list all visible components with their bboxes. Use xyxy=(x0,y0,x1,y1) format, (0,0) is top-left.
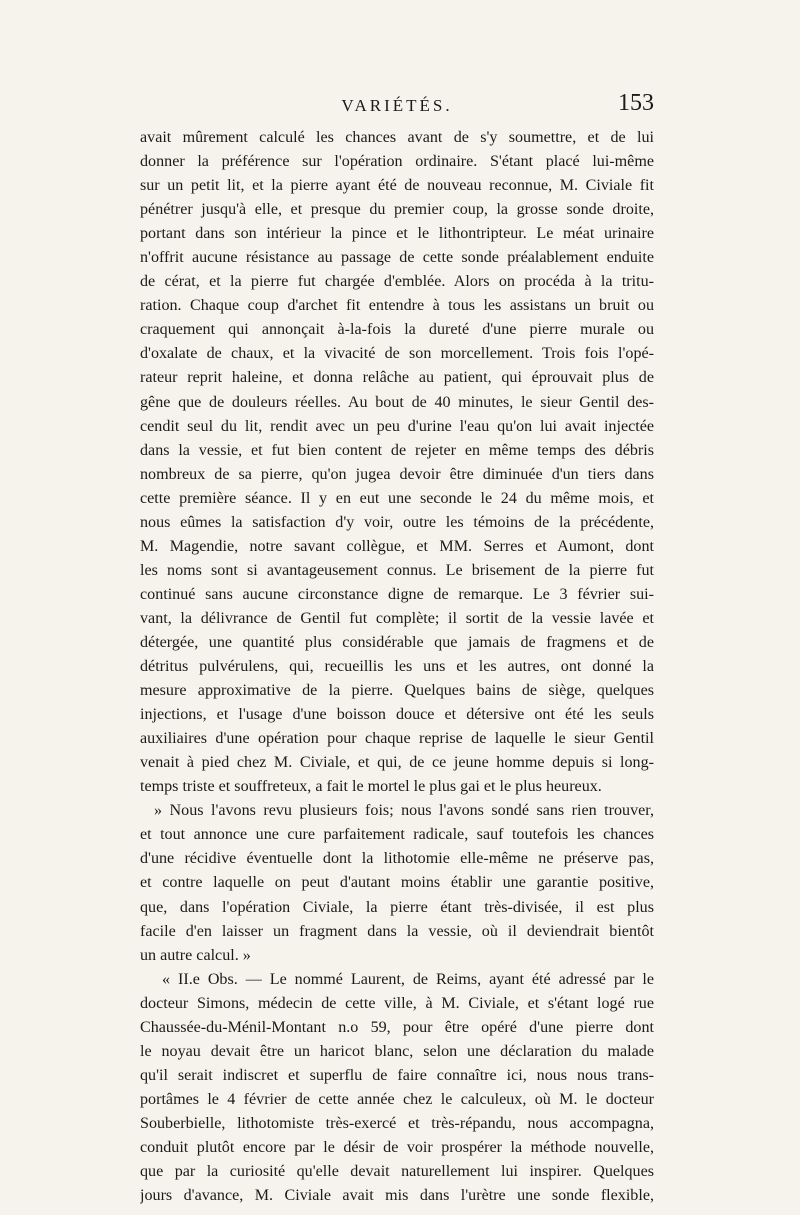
text-line: pénétrer jusqu'à elle, et presque du premier coup, la grosse sonde droite, xyxy=(140,201,654,219)
text-line: venait à pied chez M. Civiale, et qui, de ce jeune homme depuis si long- xyxy=(140,754,654,772)
text-line: ration. Chaque coup d'archet fit entendre à tous les assistans un bruit ou xyxy=(140,297,654,315)
text-line: que, dans l'opération Civiale, la pierre étant très-divisée, il est plus xyxy=(140,898,654,916)
text-line: facile d'en laisser un fragment dans la vessie, où il deviendrait bientôt xyxy=(140,922,654,940)
running-head: VARIÉTÉS. xyxy=(341,96,453,115)
text-line: portant dans son intérieur la pince et le lithontripteur. Le méat urinaire xyxy=(140,225,654,243)
text-line: cendit seul du lit, rendit avec un peu d'urine l'eau qu'on lui avait injectée xyxy=(140,417,654,435)
text-line: dans la vessie, et fut bien content de rejeter en même temps des débris xyxy=(140,441,654,459)
text-line: docteur Simons, médecin de cette ville, à M. Civiale, et s'étant logé rue xyxy=(140,994,654,1012)
page-number: 153 xyxy=(618,90,654,116)
text-line: temps triste et souffreteux, a fait le mortel le plus gai et le plus heureux. xyxy=(140,778,602,796)
text-line: de cérat, et la pierre fut chargée d'emblée. Alors on procéda à la tritu- xyxy=(140,273,654,291)
text-line: que par la curiosité qu'elle devait naturellement lui inspirer. Quelques xyxy=(140,1163,654,1181)
text-line: d'une récidive éventuelle dont la lithotomie elle-même ne préserve pas, xyxy=(140,850,654,868)
text-line: « II.e Obs. — Le nommé Laurent, de Reims, ayant été adressé par le xyxy=(162,970,654,988)
page-header xyxy=(140,90,654,124)
text-line: » Nous l'avons revu plusieurs fois; nous l'avons sondé sans rien trouver, xyxy=(154,802,654,820)
text-line: Souberbielle, lithotomiste très-exercé et très-répandu, nous accompagna, xyxy=(140,1114,654,1132)
text-line: jours d'avance, M. Civiale avait mis dans l'urètre une sonde flexible, xyxy=(140,1187,654,1205)
text-line: nous eûmes la satisfaction d'y voir, outre les témoins de la précédente, xyxy=(140,513,654,531)
text-line: craquement qui annonçait à-la-fois la dureté d'une pierre murale ou xyxy=(140,321,654,339)
text-line: détritus pulvérulens, qui, recueillis les uns et les autres, ont donné la xyxy=(140,658,654,676)
text-line: sur un petit lit, et la pierre ayant été de nouveau reconnue, M. Civiale fit xyxy=(140,177,654,195)
text-line: vant, la délivrance de Gentil fut complète; il sortit de la vessie lavée et xyxy=(140,609,654,627)
text-line: un autre calcul. » xyxy=(140,946,251,964)
text-line: le noyau devait être un haricot blanc, selon une déclaration du malade xyxy=(140,1042,654,1060)
text-line: cette première séance. Il y en eut une seconde le 24 du même mois, et xyxy=(140,489,654,507)
text-line: donner la préférence sur l'opération ordinaire. S'étant placé lui-même xyxy=(140,153,654,171)
text-line: qu'il serait indiscret et superflu de faire connaître ici, nous nous trans- xyxy=(140,1066,654,1084)
text-line: M. Magendie, notre savant collègue, et MM. Serres et Aumont, dont xyxy=(140,537,654,555)
text-line: les noms sont si avantageusement connus. Le brisement de la pierre fut xyxy=(140,561,654,579)
text-line: avait mûrement calculé les chances avant de s'y soumettre, et de lui xyxy=(140,129,654,146)
text-line: gêne que de douleurs réelles. Au bout de 40 minutes, le sieur Gentil des- xyxy=(140,393,654,411)
text-line: Chaussée-du-Ménil-Montant n.o 59, pour être opéré d'une pierre dont xyxy=(140,1018,654,1036)
text-line: et tout annonce une cure parfaitement radicale, sauf toutefois les chances xyxy=(140,826,654,844)
text-line: et contre laquelle on peut d'autant moins établir une garantie positive, xyxy=(140,874,654,892)
text-line: détergée, une quantité plus considérable que jamais de fragmens et de xyxy=(140,633,654,651)
text-line: d'oxalate de chaux, et la vivacité de son morcellement. Trois fois l'opé- xyxy=(140,345,654,363)
text-line: nombreux de sa pierre, qu'on jugea devoir être diminuée d'un tiers dans xyxy=(140,465,654,483)
text-line: rateur reprit haleine, et donna relâche au patient, qui éprouvait plus de xyxy=(140,369,654,387)
text-line: conduit plutôt encore par le désir de voir prospérer la méthode nouvelle, xyxy=(140,1138,654,1156)
text-line: portâmes le 4 février de cette année chez le calculeux, où M. le docteur xyxy=(140,1090,654,1108)
text-line: n'offrit aucune résistance au passage de cette sonde préalablement enduite xyxy=(140,249,654,267)
text-line: mesure approximative de la pierre. Quelques bains de siège, quelques xyxy=(140,682,654,700)
text-line: auxiliaires d'une opération pour chaque reprise de laquelle le sieur Gentil xyxy=(140,730,654,748)
text-line: injections, et l'usage d'une boisson douce et détersive ont été les seuls xyxy=(140,706,654,724)
text-line: continué sans aucune circonstance digne de remarque. Le 3 février sui- xyxy=(140,585,654,603)
body-text xyxy=(140,126,654,1208)
